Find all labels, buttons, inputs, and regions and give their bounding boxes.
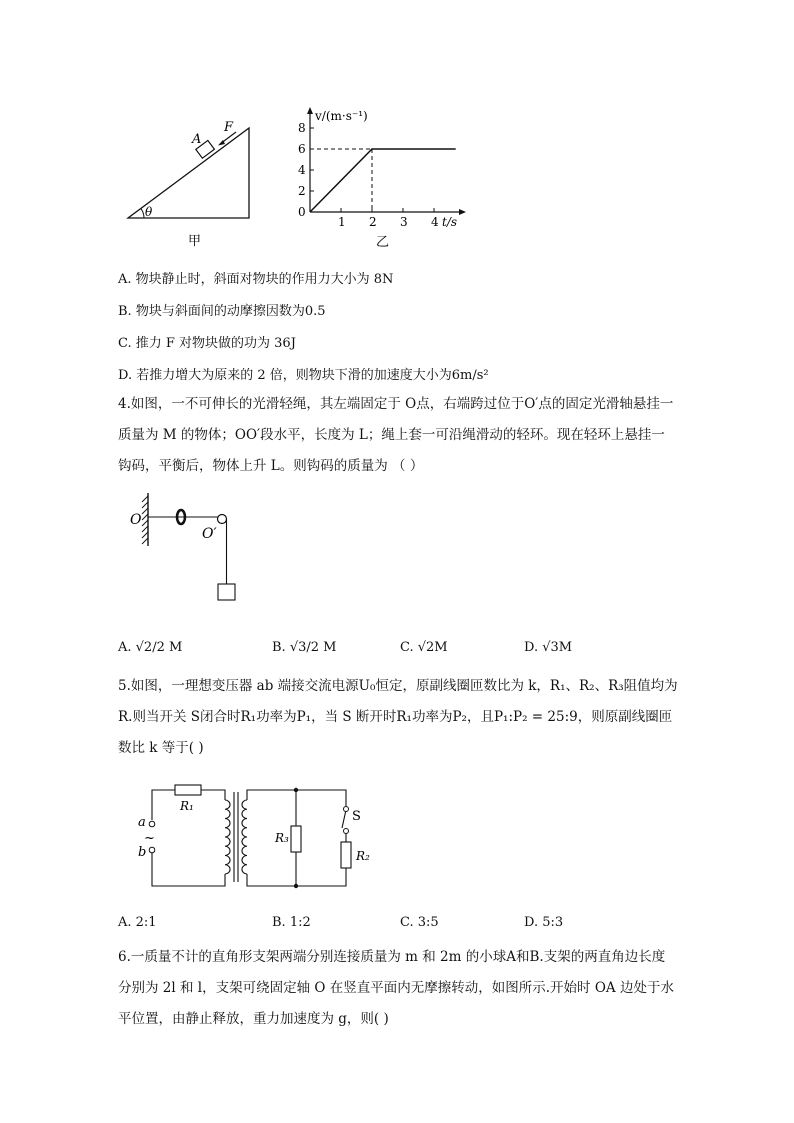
label-S: S bbox=[352, 809, 361, 824]
label-O: O bbox=[130, 512, 142, 528]
y-tick-2: 2 bbox=[298, 184, 306, 198]
label-R3: R₃ bbox=[275, 831, 289, 845]
x-tick-4: 4 bbox=[431, 215, 439, 229]
label-R2: R₂ bbox=[356, 849, 370, 863]
q5-option-a: A. 2:1 bbox=[118, 915, 157, 930]
label-R1: R₁ bbox=[180, 799, 194, 813]
label-force-F: F bbox=[224, 120, 234, 135]
q3-option-b: B. 物块与斜面间的动摩擦因数为0.5 bbox=[118, 304, 326, 319]
q5-option-b: B. 1:2 bbox=[272, 915, 311, 930]
caption-yi: 乙 bbox=[376, 235, 390, 250]
y-tick-4: 4 bbox=[298, 163, 306, 177]
label-a: a bbox=[138, 815, 146, 830]
x-tick-2: 2 bbox=[369, 215, 377, 229]
label-theta: θ bbox=[145, 205, 153, 219]
q4-stem: 4.如图，一不可伸长的光滑轻绳，其左端固定于 O点，右端跨过位于O′点的固定光滑轴悬挂一质量为 M 的物体；OO′段水平，长度为 L；绳上套一可沿绳滑动的轻环。现在轻环上悬挂一钩码，平衡后，物体上升 L。则钩码的质量为 （ ） bbox=[118, 396, 674, 474]
label-b: b bbox=[138, 845, 147, 860]
label-block-A: A bbox=[192, 132, 202, 147]
q4-option-a: A. √2/2 M bbox=[118, 640, 183, 655]
x-axis-label: t/s bbox=[442, 215, 458, 229]
q5-option-c: C. 3:5 bbox=[400, 915, 439, 930]
x-tick-1: 1 bbox=[338, 215, 346, 229]
figure-rope-ring bbox=[118, 488, 248, 608]
caption-jia: 甲 bbox=[188, 234, 202, 249]
q6-stem: 6.一质量不计的直角形支架两端分别连接质量为 m 和 2m 的小球A和B.支架的两直角边长度分别为 2l 和 l，支架可绕固定轴 O 在竖直平面内无摩擦转动，如图所示.开始时 OA 边处于水平位置，由静止释放，重力加速度为 g，则( ) bbox=[118, 949, 674, 1027]
q4-option-d: D. √3M bbox=[524, 640, 573, 655]
label-O-prime: O′ bbox=[202, 526, 217, 542]
vt-series-line bbox=[310, 149, 456, 212]
x-tick-3: 3 bbox=[400, 215, 408, 229]
q3-option-c: C. 推力 F 对物块做的功为 36J bbox=[118, 336, 296, 351]
y-axis-label: v/(m·s⁻¹) bbox=[315, 109, 368, 123]
figure-transformer-circuit bbox=[130, 780, 380, 890]
y-tick-8: 8 bbox=[298, 121, 306, 135]
q4-option-c: C. √2M bbox=[400, 640, 448, 655]
figure-incline bbox=[118, 110, 268, 250]
q3-option-d: D. 若推力增大为原来的 2 倍，则物块下滑的加速度大小为6m/s² bbox=[118, 368, 489, 383]
y-tick-6: 6 bbox=[298, 142, 306, 156]
figure-vt-graph bbox=[290, 100, 480, 250]
q4-option-b: B. √3/2 M bbox=[272, 640, 337, 655]
label-ac-tilde: ~ bbox=[144, 831, 155, 846]
y-tick-0: 0 bbox=[298, 205, 306, 219]
q5-stem: 5.如图，一理想变压器 ab 端接交流电源U₀恒定，原副线圈匝数比为 k，R₁、R₂、R₃阻值均为R.则当开关 S闭合时R₁功率为P₁，当 S 断开时R₁功率为P₂，且P₁:P₂ = 25:9，则原副线圈匝数比 k 等于( ) bbox=[118, 678, 678, 756]
q5-option-d: D. 5:3 bbox=[524, 915, 564, 930]
q3-option-a: A. 物块静止时，斜面对物块的作用力大小为 8N bbox=[118, 272, 394, 287]
